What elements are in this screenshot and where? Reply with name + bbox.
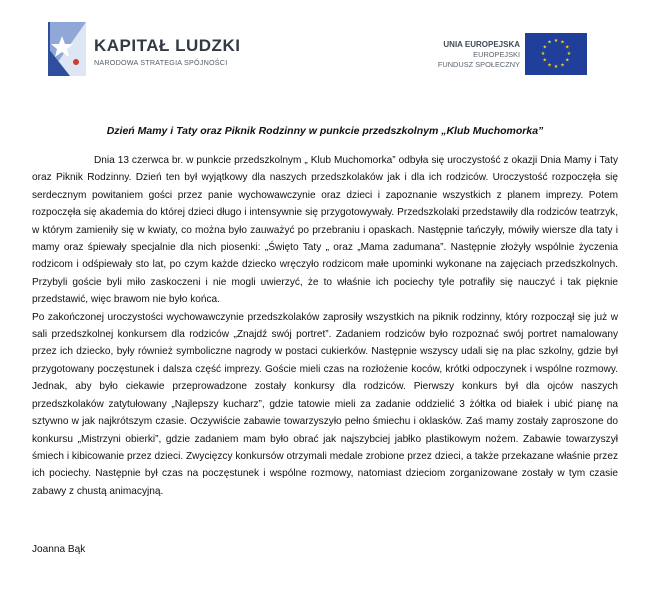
eu-line-1: UNIA EUROPEJSKA xyxy=(443,40,520,49)
svg-text:★: ★ xyxy=(565,57,570,64)
document-title: Dzień Mamy i Taty oraz Piknik Rodzinny w punkcie przedszkolnym „Klub Muchomorka” xyxy=(106,125,544,137)
eu-flag-icon xyxy=(525,33,587,75)
svg-text:★: ★ xyxy=(540,51,546,57)
kapital-ludzki-subtitle: NARODOWA STRATEGIA SPÓJNOŚCI xyxy=(94,58,228,67)
eu-text-block xyxy=(438,40,520,70)
header xyxy=(0,0,650,95)
kapital-ludzki-logo-icon xyxy=(40,18,90,78)
svg-text:★: ★ xyxy=(566,51,572,57)
svg-text:★: ★ xyxy=(547,39,552,46)
kapital-ludzki-title: KAPITAŁ LUDZKI xyxy=(94,36,241,55)
paragraph-2: Po zakończonej uroczystości wychowawczynie przedszkolaków zaprosiły wszystkich na piknik rodzinny, który rozpoczął się już w sali przedszkolnej konkursem dla rodziców „Znajdź swój portret”. Zadaniem rodziców było rozpoznać swój portret namalowany przez ich dziecko, były również symboliczne nagrody w postaci cukierków. Następnie wszyscy udali się na plac szkolny, gdzie był przygotowany poczęstunek i dalsza część imprezy. Goście mieli czas na rozłożenie koców, krótki odpoczynek i wspólne rozmowy. Jednak, aby było ciekawie przeprowadzone zostały konkursy dla rodziców. Pierwszy konkurs był dla ojców naszych przedszkolaków zatytułowany „Najlepszy kucharz”, gdzie tatowie mieli za zadanie oddzielić 3 żółtka od białek i ubić pianę na sztywno w jak najkrótszym czasie. Oczywiście zabawie towarzyszyło pełno śmiechu i oklasków. Zaś mamy zostały zaproszone do konkursu „Mistrzyni obierki”, gdzie zadaniem mam było obrać jak najszybciej jabłko plastikowym nożem. Zabawie towarzyszył śmiech i kibicowanie przez dzieci. Zwycięzcy konkursów otrzymali medale zrobione przez dzieci, a także przekazane właśnie przez ich pociechy. Następnie był czas na poczęstunek i wspólne rozmowy, natomiast dzieciom zorganizowane zostały w tym czasie zabawy z chustą animacyjną. xyxy=(32,311,618,497)
svg-text:★: ★ xyxy=(542,44,547,51)
eu-line-3: FUNDUSZ SPOŁECZNY xyxy=(437,60,520,69)
signature: Joanna Bąk xyxy=(32,544,86,555)
document-body xyxy=(32,152,618,500)
svg-text:★: ★ xyxy=(553,64,559,70)
svg-text:★: ★ xyxy=(560,62,565,69)
paragraph-1: Dnia 13 czerwca br. w punkcie przedszkolnym „ Klub Muchomorka” odbyła się uroczystość z okazji Dnia Mamy i Taty oraz Piknik Rodzinny. Dzień ten był wyjątkowy dla naszych przedszkolaków jak i dla ich rodziców. Uroczystość rozpoczęła się serdecznym powitaniem gości przez panie wychowawczynie oraz dzieci i zapoznanie wszystkich z planem imprezy. Potem rozpoczęła się akademia do której dzieci długo i intensywnie się przygotowywały. Przedszkolaki przedstawiły dla rodziców teatrzyk, w którym zamieniły się w kwiaty, co można było zauważyć po przebraniu i opaskach. Następnie tańczyły, mówiły wiersze dla taty i mamy oraz śpiewały specjalnie dla nich piosenki: „Święto Taty „ oraz „Mama zadumana”. Następnie złożyły wspólnie życzenia rodzicom i odśpiewały sto lat, po czym każde dziecko wręczyło rodzicom małe upominki wykonane na zajęciach przedszkolnych. Przybyli goście byli miło zaskoczeni i nie mogli uwierzyć, że to właśnie ich pociechy tyle potrafiły się nauczyć i tak pięknie przedstawić, więc brawom nie było końca. xyxy=(32,155,618,306)
svg-text:★: ★ xyxy=(547,62,552,69)
svg-text:★: ★ xyxy=(553,38,559,44)
svg-text:★: ★ xyxy=(560,39,565,46)
svg-text:★: ★ xyxy=(542,57,547,64)
eu-line-2: EUROPEJSKI xyxy=(473,50,520,59)
svg-text:★: ★ xyxy=(565,44,570,51)
